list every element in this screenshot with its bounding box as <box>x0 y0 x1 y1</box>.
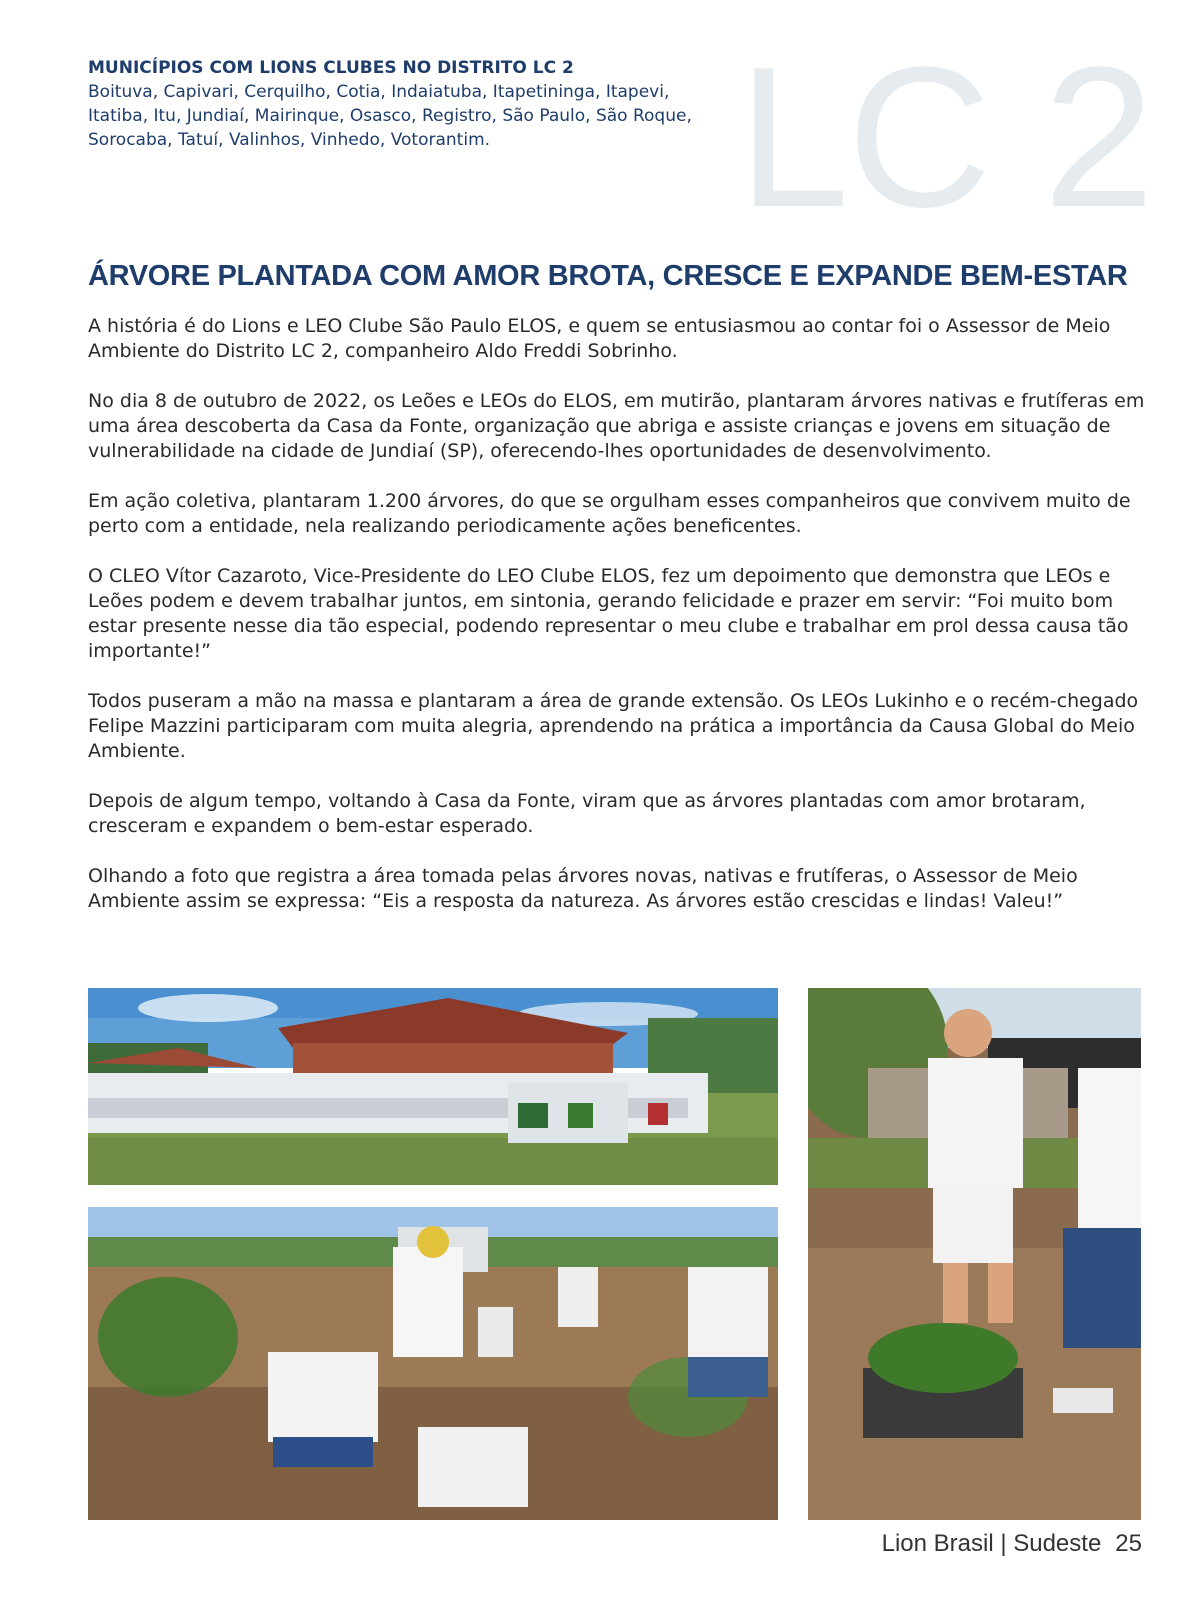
publication-name: Lion Brasil | Sudeste <box>881 1530 1102 1557</box>
planting-photo <box>88 1207 778 1520</box>
seedlings-photo <box>808 988 1141 1520</box>
page-number: 25 <box>1115 1530 1142 1557</box>
article-headline: ÁRVORE PLANTADA COM AMOR BROTA, CRESCE E EXPANDE BEM-ESTAR <box>88 260 1128 292</box>
article-paragraph: Em ação coletiva, plantaram 1.200 árvores, do que se orgulham esses companheiros que convivem muito de perto com a entidade, nela realizando periodicamente ações beneficentes. <box>88 490 1131 537</box>
municipalities-box <box>88 56 728 152</box>
district-watermark: LC 2 <box>738 26 1153 249</box>
municipalities-list: Boituva, Capivari, Cerquilho, Cotia, Indaiatuba, Itapetininga, Itapevi, Itatiba, Itu, Jundiaí, Mairinque, Osasco, Registro, São Paulo, São Roque, Sorocaba, Tatuí, Valinhos, Vinhedo, Votorantim. <box>88 82 692 150</box>
article-paragraph: O CLEO Vítor Cazaroto, Vice-Presidente do LEO Clube ELOS, fez um depoimento que demonstra que LEOs e Leões podem e devem trabalhar juntos, em sintonia, gerando felicidade e prazer em servir: “Foi muito bom estar presente nesse dia tão especial, podendo representar o meu clube e trabalhar em prol dessa causa tão importante!” <box>88 565 1129 662</box>
article-paragraph: A história é do Lions e LEO Clube São Paulo ELOS, e quem se entusiasmou ao contar foi o Assessor de Meio Ambiente do Distrito LC 2, companheiro Aldo Freddi Sobrinho. <box>88 315 1111 362</box>
article-paragraph: Olhando a foto que registra a área tomada pelas árvores novas, nativas e frutíferas, o Assessor de Meio Ambiente assim se expressa: “Eis a resposta da natureza. As árvores estão crescidas e lindas! Valeu!” <box>88 865 1078 912</box>
article-body <box>88 314 1156 939</box>
page-footer <box>882 1530 1142 1558</box>
municipalities-title: MUNICÍPIOS COM LIONS CLUBES NO DISTRITO LC 2 <box>88 58 574 78</box>
article-paragraph: No dia 8 de outubro de 2022, os Leões e LEOs do ELOS, em mutirão, plantaram árvores nativas e frutíferas em uma área descoberta da Casa da Fonte, organização que abriga e assiste crianças e jovens em situação de vulnerabilidade na cidade de Jundiaí (SP), oferecendo-lhes oportunidades de desenvolvimento. <box>88 390 1145 462</box>
article-paragraph: Todos puseram a mão na massa e plantaram a área de grande extensão. Os LEOs Lukinho e o recém-chegado Felipe Mazzini participaram com muita alegria, aprendendo na prática a importância da Causa Global do Meio Ambiente. <box>88 690 1139 762</box>
group-photo <box>88 988 778 1185</box>
article-paragraph: Depois de algum tempo, voltando à Casa da Fonte, viram que as árvores plantadas com amor brotaram, cresceram e expandem o bem-estar esperado. <box>88 790 1086 837</box>
